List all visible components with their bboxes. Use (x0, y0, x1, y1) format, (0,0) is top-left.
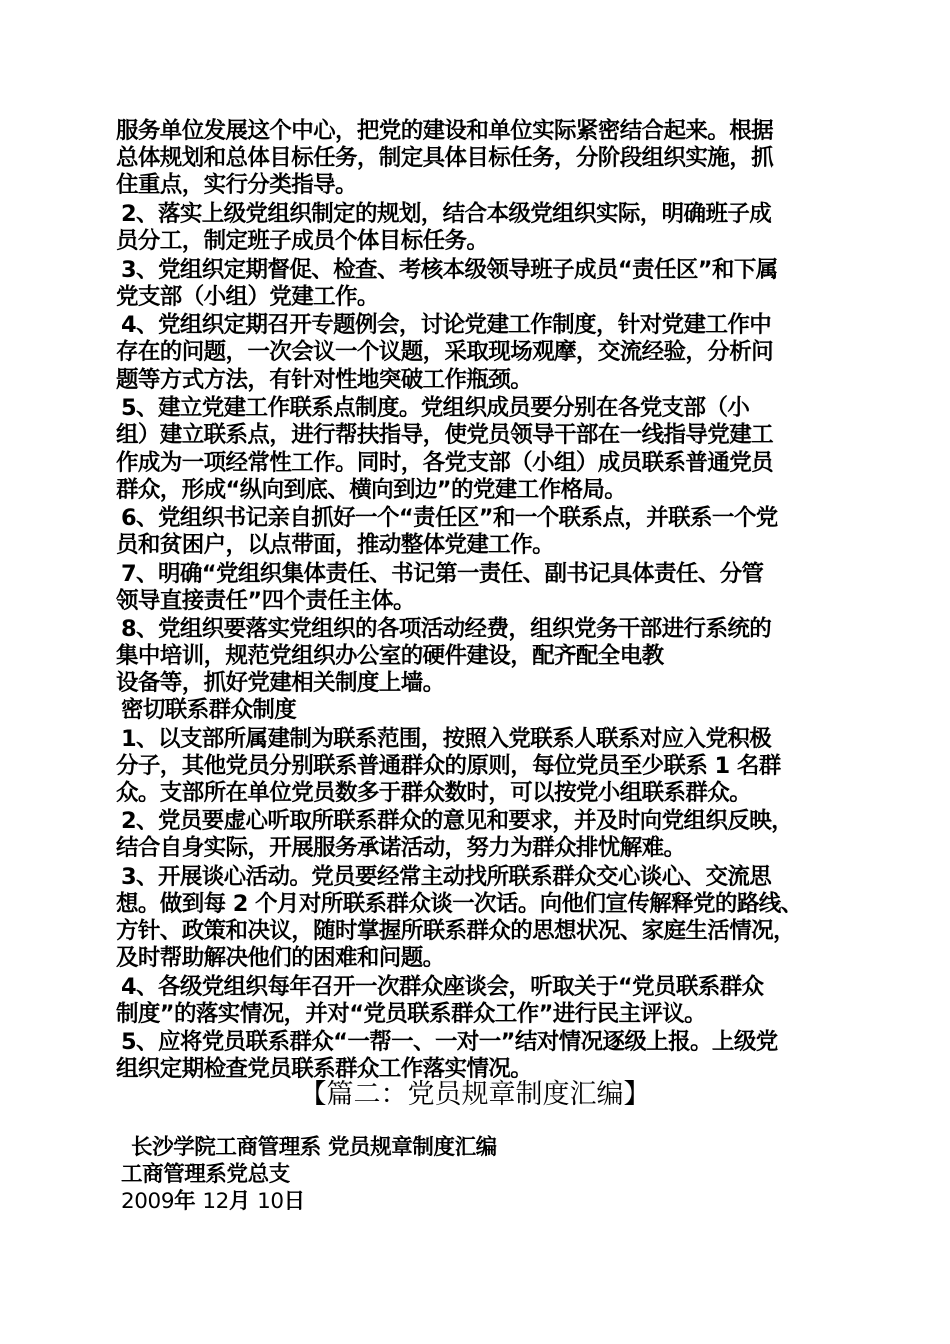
body-line: 2、党员要虚心听取所联系群众的意见和要求，并及时向党组织反映， (121, 808, 794, 834)
body-line: 3、党组织定期督促、检查、考核本级领导班子成员“责任区”和下属 (121, 257, 778, 283)
body-line: 题等方式方法，有针对性地突破工作瓶颈。 (116, 367, 533, 393)
body-line: 服务单位发展这个中心，把党的建设和单位实际紧密结合起来。根据 (116, 118, 774, 144)
body-line: 群众，形成“纵向到底、横向到边”的党建工作格局。 (116, 477, 627, 503)
body-line: 8、党组织要落实党组织的各项活动经费，组织党务干部进行系统的 (121, 616, 772, 642)
body-line: 3、开展谈心活动。党员要经常主动找所联系群众交心谈心、交流思 (121, 864, 772, 890)
body-line: 方针、政策和决议，随时掌握所联系群众的思想状况、家庭生活情况， (116, 918, 795, 944)
body-line: 制度”的落实情况，并对“党员联系群众工作”进行民主评议。 (116, 1001, 707, 1027)
body-line: 员分工，制定班子成员个体目标任务。 (116, 228, 489, 254)
body-line: 组织定期检查党员联系群众工作落实情况。 (116, 1056, 533, 1082)
document-title: 长沙学院工商管理系 党员规章制度汇编 (131, 1135, 497, 1160)
body-line: 众。支部所在单位党员数多于群众数时，可以按党小组联系群众。 (116, 780, 752, 806)
body-line: 6、党组织书记亲自抓好一个“责任区”和一个联系点，并联系一个党 (121, 505, 778, 531)
date-day: 10 (257, 1189, 284, 1214)
body-line: 4、各级党组织每年召开一次群众座谈会，听取关于“党员联系群众 (121, 974, 764, 1000)
date-year: 2009 (121, 1189, 175, 1214)
section-subheading: 密切联系群众制度 (121, 697, 297, 723)
body-line: 2、落实上级党组织制定的规划，结合本级党组织实际，明确班子成 (121, 201, 772, 227)
body-line: 1、以支部所属建制为联系范围，按照入党联系人联系对应入党积极 (121, 726, 772, 752)
body-line: 作成为一项经常性工作。同时，各党支部（小组）成员联系普通党员 (116, 450, 774, 476)
date-month-unit: 月 (228, 1189, 250, 1214)
body-line: 组）建立联系点，进行帮扶指导，使党员领导干部在一线指导党建工 (116, 422, 774, 448)
organization-name: 工商管理系党总支 (121, 1162, 290, 1187)
body-line: 领导直接责任”四个责任主体。 (116, 588, 415, 614)
body-line: 7、明确“党组织集体责任、书记第一责任、副书记具体责任、分管 (121, 561, 764, 587)
body-line: 党支部（小组）党建工作。 (116, 284, 379, 310)
body-line: 集中培训，规范党组织办公室的硬件建设，配齐配全电教 (116, 643, 664, 669)
document-date (121, 1188, 305, 1216)
body-line: 住重点，实行分类指导。 (116, 172, 357, 198)
body-line: 员和贫困户，以点带面，推动整体党建工作。 (116, 532, 555, 558)
section-heading: 【篇二：党员规章制度汇编】 (299, 1079, 651, 1110)
body-line: 想。做到每 2 个月对所联系群众谈一次话。向他们宣传解释党的路线、 (116, 891, 803, 917)
body-line: 4、党组织定期召开专题例会，讨论党建工作制度，针对党建工作中 (121, 312, 772, 338)
body-line: 分子，其他党员分别联系普通群众的原则，每位党员至少联系 1 名群 (116, 753, 781, 779)
body-line: 及时帮助解决他们的困难和问题。 (116, 945, 445, 971)
body-line: 设备等，抓好党建相关制度上墙。 (116, 670, 445, 696)
body-line: 结合自身实际，开展服务承诺活动，努力为群众排忧解难。 (116, 835, 686, 861)
body-line: 5、建立党建工作联系点制度。党组织成员要分别在各党支部（小 (121, 395, 750, 421)
body-line: 存在的问题，一次会议一个议题，采取现场观摩，交流经验，分析问 (116, 339, 774, 365)
body-line: 总体规划和总体目标任务，制定具体目标任务，分阶段组织实施，抓 (116, 145, 774, 171)
date-year-unit: 年 (174, 1189, 196, 1214)
date-month: 12 (202, 1189, 229, 1214)
date-day-unit: 日 (283, 1189, 305, 1214)
body-line: 5、应将党员联系群众“一帮一、一对一”结对情况逐级上报。上级党 (121, 1029, 778, 1055)
